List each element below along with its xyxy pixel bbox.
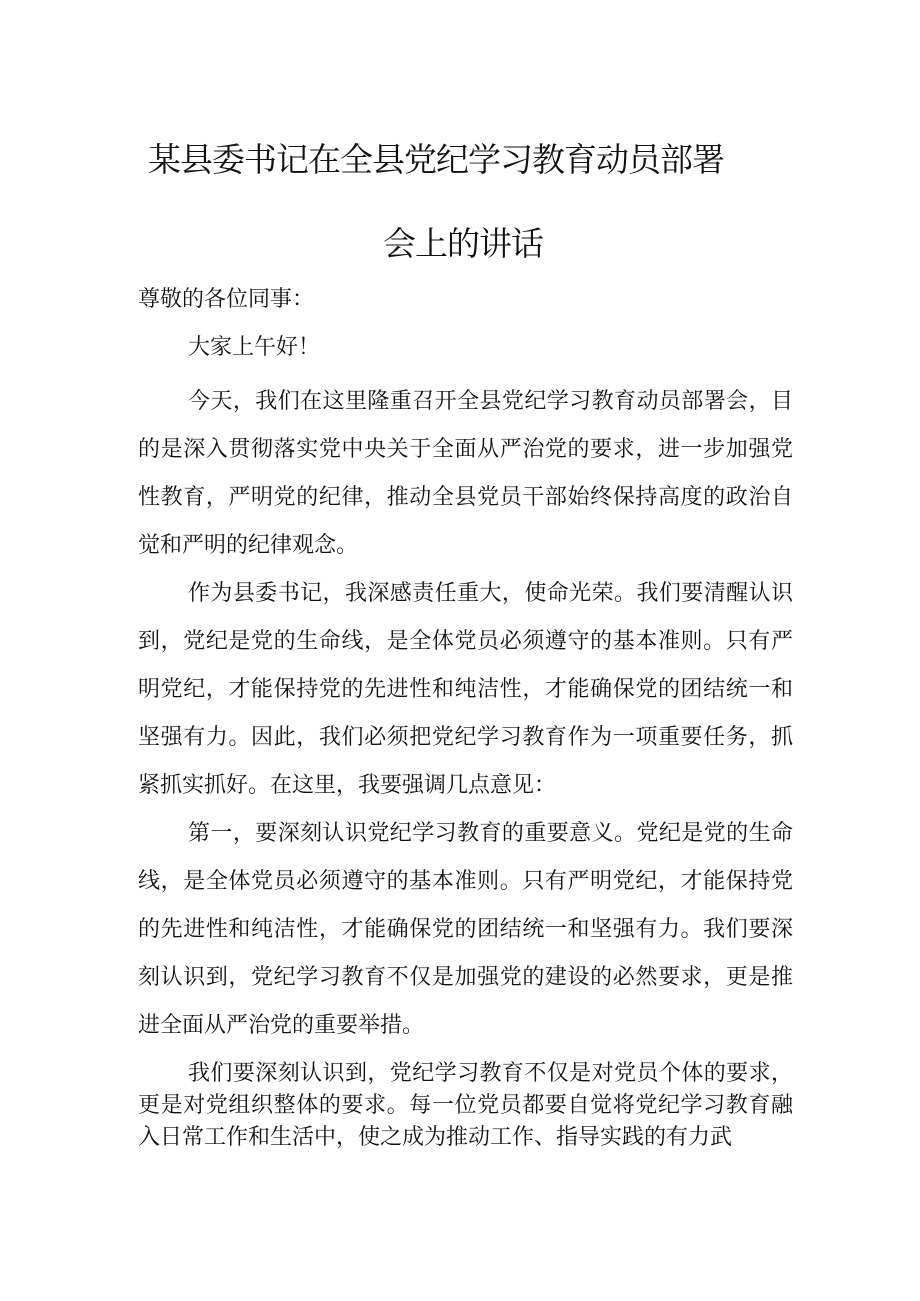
paragraph-integration: 我们要深刻认识到，党纪学习教育不仅是对党员个体的要求，更是对党组织整体的要求。每一位党员都要自觉将党纪学习教育融入日常工作和生活中，使之成为推动工作、指导实践的有力武	[138, 1061, 793, 1150]
greeting: 大家上午好！	[188, 335, 321, 360]
salutation: 尊敬的各位同事：	[138, 287, 315, 312]
paragraph-opening: 今天，我们在这里隆重召开全县党纪学习教育动员部署会，目的是深入贯彻落实党中央关于全面从严治党的要求，进一步加强党性教育，严明党的纪律，推动全县党员干部始终保持高度的政治自觉和严明的纪律观念。	[138, 389, 793, 558]
document-title-line-2: 会上的讲话	[383, 224, 543, 263]
paragraph-responsibility: 作为县委书记，我深感责任重大，使命光荣。我们要清醒认识到，党纪是党的生命线，是全体党员必须遵守的基本准则。只有严明党纪，才能保持党的先进性和纯洁性，才能确保党的团结统一和坚强有力。因此，我们必须把党纪学习教育作为一项重要任务，抓紧抓实抓好。在这里，我要强调几点意见：	[138, 581, 793, 798]
document-title-line-1: 某县委书记在全县党纪学习教育动员部署	[148, 140, 724, 179]
paragraph-point-one: 第一，要深刻认识党纪学习教育的重要意义。党纪是党的生命线，是全体党员必须遵守的基本准则。只有严明党纪，才能保持党的先进性和纯洁性，才能确保党的团结统一和坚强有力。我们要深刻认识到，党纪学习教育不仅是加强党的建设的必然要求，更是推进全面从严治党的重要举措。	[138, 821, 793, 1038]
